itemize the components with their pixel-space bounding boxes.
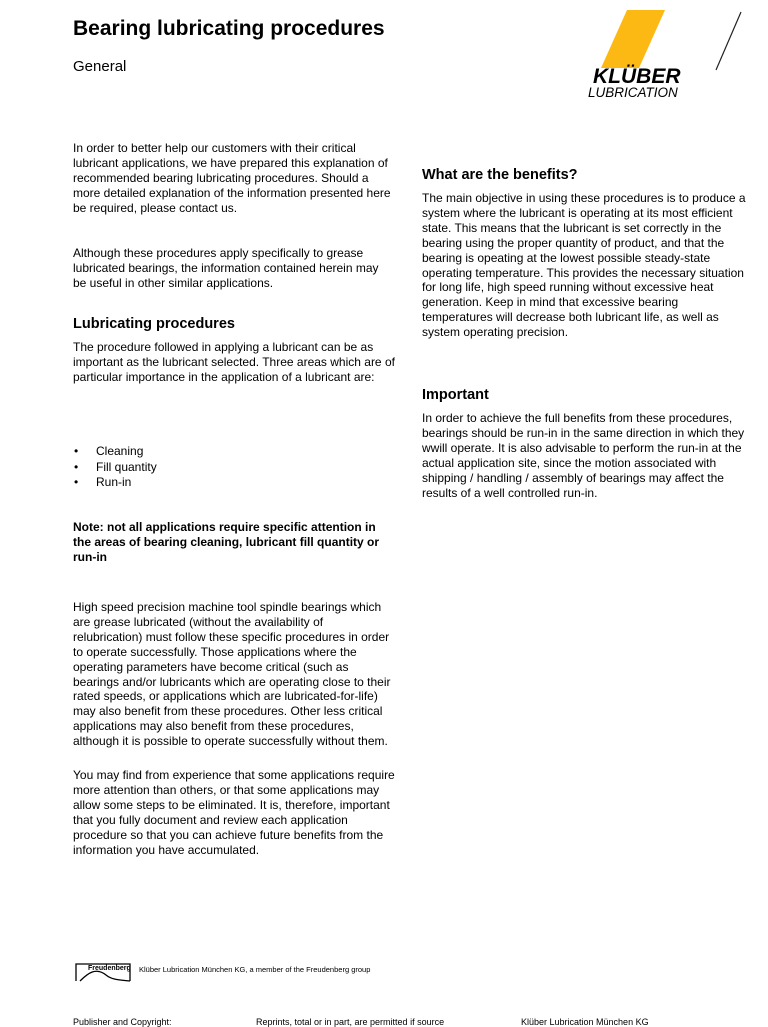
experience-paragraph: You may find from experience that some applications require more attention than others, or that some applications may allow some steps to be eliminated. It is, therefore, important that you fully document and review each application procedure so that you can achieve future benefits from the information you have accumulated.	[73, 768, 395, 857]
footer-company: Klüber Lubrication München KG	[521, 1017, 649, 1027]
procedures-paragraph: The procedure followed in applying a lubricant can be as important as the lubricant selected. Three areas which are of particular importance in the application of a lubricant are:	[73, 340, 395, 384]
kluber-logo-graphic	[585, 6, 743, 102]
freudenberg-logo-graphic	[74, 961, 134, 983]
important-heading: Important	[422, 387, 489, 403]
page-subtitle: General	[73, 58, 127, 75]
list-item: • Fill quantity	[73, 460, 157, 476]
important-paragraph: In order to achieve the full benefits from these procedures, bearings should be run-in in the same direction in which they wwill operate. It is also advisable to perform the run-in at the actual application site, since the motion associated with shipping / handling / assembly of bearings may affect the results of a well controlled run-in.	[422, 411, 745, 500]
list-item: • Cleaning	[73, 444, 157, 460]
logo-brand-text: KLÜBER	[593, 65, 681, 88]
lubricating-procedures-heading: Lubricating procedures	[73, 316, 235, 332]
logo-stripe-icon	[601, 10, 665, 68]
benefits-paragraph: The main objective in using these procedures is to produce a system where the lubricant is operating at its most efficient state. This means that the lubricant is set correctly in the bearing using the proper quantity of product, and that the bearing is opeating at the lowest possible steady-state operating temperature. This provides the necessary situation for long life, high speed running without excessive heat generation. Keep in mind that excessive bearing temperatures will decrease both lubricant life, as well as system operating precision.	[422, 191, 746, 340]
benefits-heading: What are the benefits?	[422, 167, 578, 183]
footer-publisher: Publisher and Copyright:	[73, 1017, 172, 1027]
kluber-logo	[585, 6, 743, 102]
bullet-list	[73, 444, 157, 491]
logo-tagline-text: LUBRICATION	[588, 85, 678, 100]
footer-reprints: Reprints, total or in part, are permitted if source	[256, 1017, 445, 1027]
freudenberg-logo-text: Freudenberg	[88, 965, 131, 972]
scope-paragraph: Although these procedures apply specifically to grease lubricated bearings, the information contained herein may be useful in other similar applications.	[73, 246, 379, 290]
intro-paragraph: In order to better help our customers with their critical lubricant applications, we have prepared this explanation of recommended bearing lubricating procedures. Should a more detailed explanation of the information presented here be required, please contact us.	[73, 141, 391, 215]
note-paragraph: Note: not all applications require specific attention in the areas of bearing cleaning, lubricant fill quantity or run-in	[73, 520, 380, 564]
high-speed-paragraph: High speed precision machine tool spindle bearings which are grease lubricated (without the availability of relubrication) must follow these specific procedures in order to operate successfully. Those applications where the operating parameters have become critical (such as bearings and/or lubricants which are operating close to their rated speeds, or applications which are lubricated-for-life) may also benefit from these procedures. Other less critical applications may also benefit from these procedures, although it is possible to operate successfully without them.	[73, 600, 391, 749]
freudenberg-logo	[74, 961, 134, 983]
page-title: Bearing lubricating procedures	[73, 17, 385, 40]
freudenberg-caption: Klüber Lubrication München KG, a member of the Freudenberg group	[139, 965, 371, 974]
list-item: • Run-in	[73, 475, 157, 491]
